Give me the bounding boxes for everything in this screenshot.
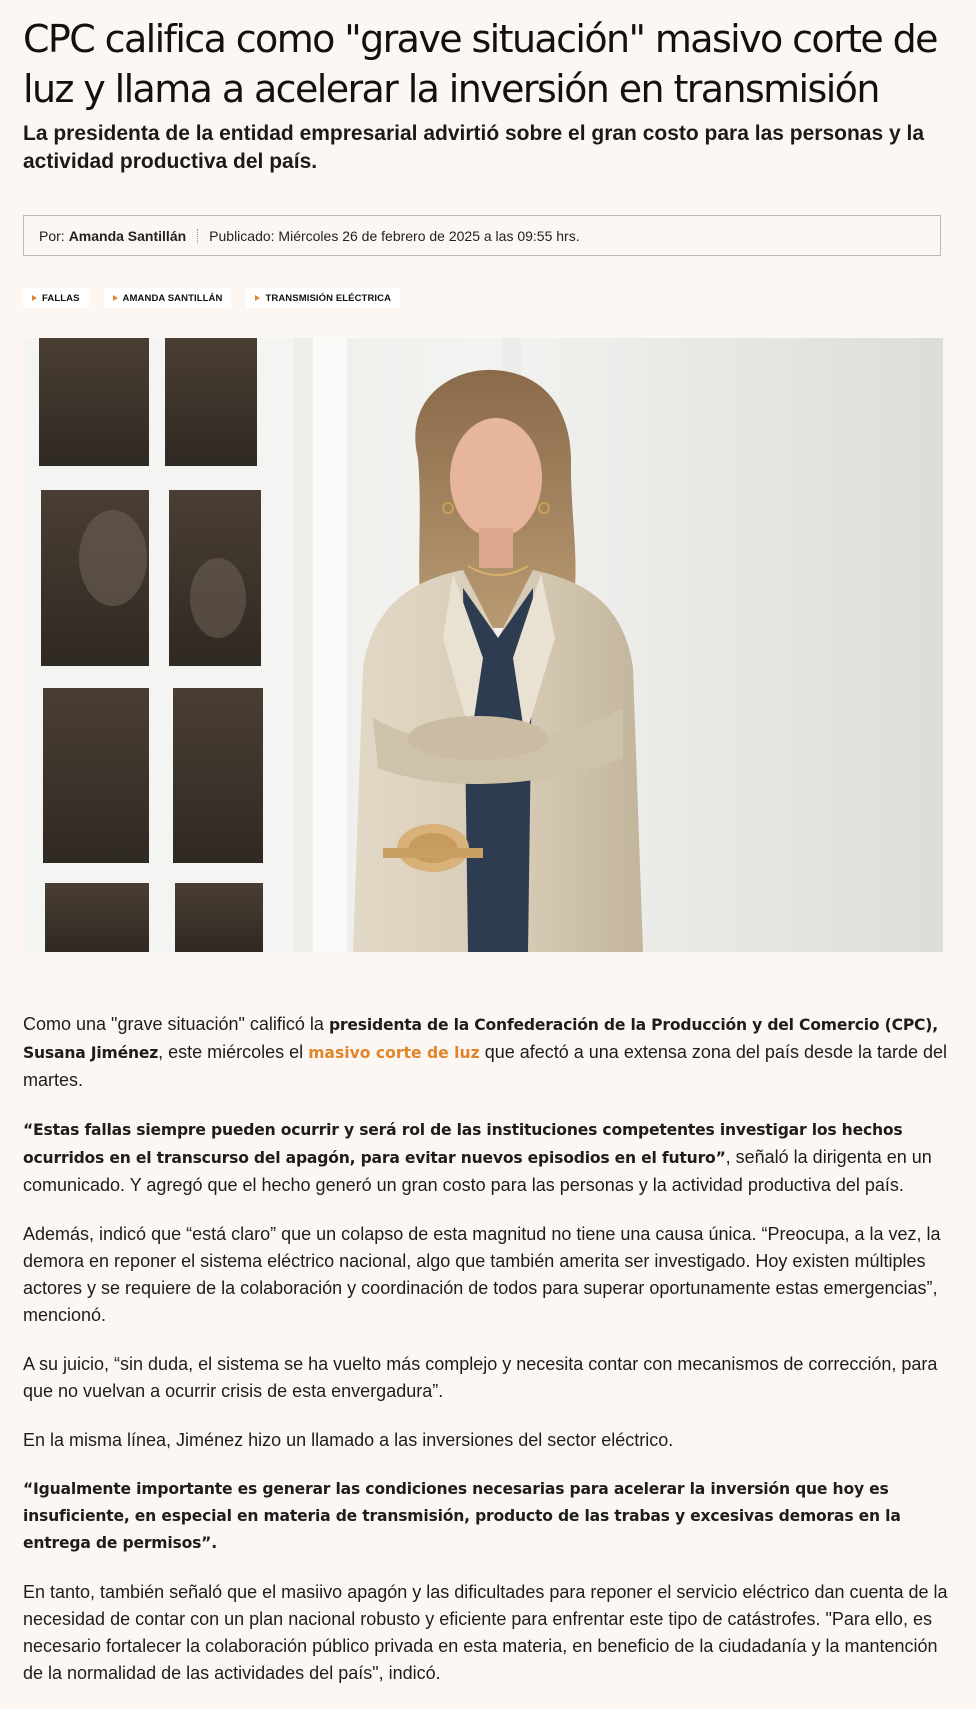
paragraph-3: Además, indicó que “está claro” que un colapso de esta magnitud no tiene una causa única. “Preocupa, a la vez, la demora en reponer el sistema eléctrico nacional, algo que también amerita ser investigado. Hoy existen múltiples actores y se requiere de la colaboración y coordinación de todos para superar oportunamente estas emergencias”, mencionó. [23,1224,941,1325]
paragraph-1 [23,1011,948,1094]
article-headline: CPC califica como "grave situación" masivo corte de luz y llama a acelerar la inversión en transmisión [23,17,937,111]
paragraph-text: Como una "grave situación" calificó la [23,1014,329,1034]
tag-label: FALLAS [42,292,80,304]
paragraph-4: A su juicio, “sin duda, el sistema se ha vuelto más complejo y necesita contar con mecanismos de corrección, para que no vuelvan a ocurrir crisis de esta envergadura”. [23,1354,938,1401]
tag-transmision-electrica[interactable] [246,288,400,308]
published-date: Publicado: Miércoles 26 de febrero de 2025 a las 09:55 hrs. [209,227,580,244]
tag-label: AMANDA SANTILLÁN [122,292,223,304]
paragraph-text: , este miércoles el [158,1042,309,1062]
paragraph-text: que afectó a una extensa zona del país desde la tarde del martes. [23,1042,948,1090]
triangle-right-icon [255,295,260,301]
paragraph-bold: presidenta de la Confederación de la Producción y del Comercio (CPC), Susana Jiménez [23,1016,938,1062]
paragraph-text: , señaló la dirigenta en un comunicado. Y agregó que el hecho generó un gran costo para las personas y la actividad productiva del país. [23,1147,932,1195]
paragraph-6-quote: “Igualmente importante es generar las condiciones necesarias para acelerar la inversión que hoy es insuficiente, en especial en materia de transmisión, producto de las trabas y excesivas demoras en la entrega de permisos”. [23,1480,901,1552]
tag-fallas[interactable] [23,288,89,308]
triangle-right-icon [32,295,37,301]
article-subtitle: La presidenta de la entidad empresarial advirtió sobre el gran costo para las personas y la actividad productiva del país. [23,122,925,173]
tag-list [23,288,400,308]
byline-prefix: Por: [39,227,65,244]
paragraph-2 [23,1116,948,1199]
tag-amanda-santillan[interactable] [104,288,232,308]
tag-label: TRANSMISIÓN ELÉCTRICA [265,292,392,304]
hero-photo [23,338,943,952]
byline-divider [197,229,198,243]
paragraph-5: En la misma línea, Jiménez hizo un llamado a las inversiones del sector eléctrico. [23,1430,674,1450]
paragraph-bold: “Estas fallas siempre pueden ocurrir y será rol de las instituciones competentes investigar los hechos ocurridos en el transcurso del apagón, para evitar nuevos episodios en el futuro” [23,1121,903,1167]
article-link-corte-de-luz[interactable]: masivo corte de luz [308,1044,480,1062]
article-body [23,1011,948,1709]
byline-author[interactable]: Amanda Santillán [68,227,187,244]
byline-box [23,215,941,256]
paragraph-7: En tanto, también señaló que el masiivo apagón y las dificultades para reponer el servicio eléctrico dan cuenta de la necesidad de contar con un plan nacional robusto y eficiente para enfrentar este tipo de catástrofes. "Para ello, es necesario fortalecer la colaboración público privada en esta materia, en beneficio de la ciudadanía y la mantención de la normalidad de las actividades del país", indicó. [23,1582,948,1683]
triangle-right-icon [113,295,118,301]
